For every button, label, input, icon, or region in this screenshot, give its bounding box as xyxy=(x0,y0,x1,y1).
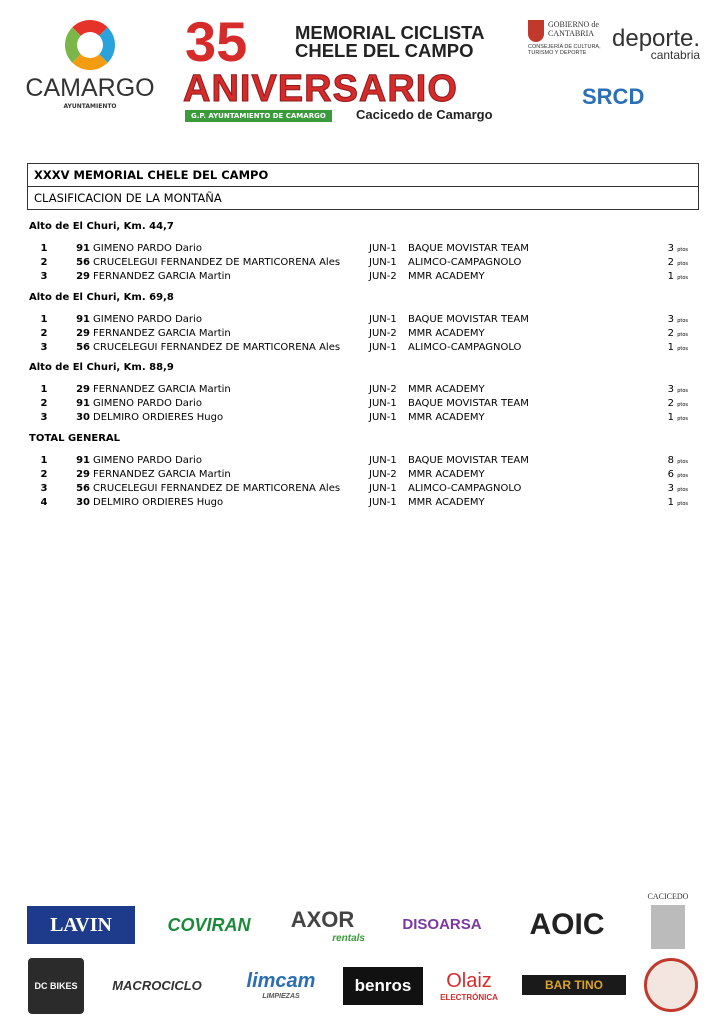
team: BAQUE MOVISTAR TEAM xyxy=(408,314,529,325)
team: MMR ACADEMY xyxy=(408,497,485,508)
points-unit: ptos xyxy=(677,275,688,281)
axor-sub: rentals xyxy=(332,932,365,944)
sponsor-bartino: BAR TINO xyxy=(522,975,626,995)
points xyxy=(640,454,688,469)
category: JUN-1 xyxy=(369,314,397,325)
result-row xyxy=(0,313,724,327)
category: JUN-2 xyxy=(369,271,397,282)
bib-number: 91 xyxy=(76,455,90,466)
team: MMR ACADEMY xyxy=(408,271,485,282)
sponsor-round-emblem-icon xyxy=(644,958,698,1012)
position: 4 xyxy=(40,497,48,508)
rider-name: FERNANDEZ GARCIA Martin xyxy=(93,469,231,480)
points-value: 6 xyxy=(667,469,674,480)
rider-name: FERNANDEZ GARCIA Martin xyxy=(93,384,231,395)
event-line1: MEMORIAL CICLISTA xyxy=(295,22,485,43)
category: JUN-2 xyxy=(369,384,397,395)
bib-number: 91 xyxy=(76,314,90,325)
limcam-sub: LIMPIEZAS xyxy=(262,993,300,1000)
event-number: 35 xyxy=(185,10,248,73)
cacicedo-name: CACICEDO xyxy=(647,892,689,901)
rider-name: GIMENO PARDO Dario xyxy=(93,243,202,254)
deporte-logo xyxy=(612,25,701,62)
bib-number: 91 xyxy=(76,243,90,254)
event-place: Cacicedo de Camargo xyxy=(356,107,493,122)
position: 2 xyxy=(40,328,48,339)
deporte-sub: cantabria xyxy=(650,48,701,62)
result-row xyxy=(0,383,724,397)
rider-name: GIMENO PARDO Dario xyxy=(93,398,202,409)
gobierno-logo xyxy=(528,20,608,56)
sponsor-disoarsa: DISOARSA xyxy=(402,915,482,933)
team: MMR ACADEMY xyxy=(408,469,485,480)
points-value: 3 xyxy=(667,243,674,254)
camargo-logo xyxy=(20,20,160,110)
points xyxy=(640,496,688,511)
rider-name: FERNANDEZ GARCIA Martin xyxy=(93,328,231,339)
result-row xyxy=(0,397,724,411)
points xyxy=(640,256,688,271)
camargo-sub: AYUNTAMIENTO xyxy=(63,103,117,110)
category: JUN-1 xyxy=(369,483,397,494)
sponsor-lavin: LAVIN xyxy=(27,906,135,944)
position: 3 xyxy=(40,271,48,282)
points-value: 3 xyxy=(667,384,674,395)
aniversario: ANIVERSARIO xyxy=(183,68,458,110)
points xyxy=(640,242,688,257)
sponsor-coviran: COVIRAN xyxy=(167,914,251,935)
sponsor-aoic: AOIC xyxy=(529,908,605,941)
bib-number: 56 xyxy=(76,257,90,268)
category: JUN-2 xyxy=(369,469,397,480)
team: BAQUE MOVISTAR TEAM xyxy=(408,243,529,254)
bib-number: 56 xyxy=(76,483,90,494)
position: 2 xyxy=(40,398,48,409)
category: JUN-1 xyxy=(369,398,397,409)
points-value: 3 xyxy=(667,314,674,325)
points xyxy=(640,482,688,497)
camargo-name: CAMARGO xyxy=(25,74,155,102)
rider-name: CRUCELEGUI FERNANDEZ DE MARTICORENA Ales xyxy=(93,342,341,353)
category: JUN-1 xyxy=(369,342,397,353)
srcd-logo: SRCD xyxy=(582,84,645,109)
points-unit: ptos xyxy=(677,487,688,493)
position: 3 xyxy=(40,342,48,353)
position: 1 xyxy=(40,455,48,466)
document-title: XXXV MEMORIAL CHELE DEL CAMPO xyxy=(27,163,699,187)
rider-name: DELMIRO ORDIERES Hugo xyxy=(93,412,224,423)
category: JUN-1 xyxy=(369,497,397,508)
points xyxy=(640,341,688,356)
result-row xyxy=(0,496,724,510)
section-heading: Alto de El Churi, Km. 69,8 xyxy=(29,292,174,303)
points-unit: ptos xyxy=(677,388,688,394)
olaiz-sub: ELECTRÓNICA xyxy=(440,993,498,1002)
rider-name: CRUCELEGUI FERNANDEZ DE MARTICORENA Ales xyxy=(93,257,341,268)
team: ALIMCO-CAMPAGNOLO xyxy=(408,483,522,494)
limcam-name: limcam xyxy=(246,970,316,992)
sponsor-macrociclo: MACROCICLO xyxy=(112,977,202,993)
cacicedo-emblem-icon xyxy=(651,905,685,949)
result-row xyxy=(0,242,724,256)
position: 1 xyxy=(40,243,48,254)
rider-name: CRUCELEGUI FERNANDEZ DE MARTICORENA Ales xyxy=(93,483,341,494)
sponsor-benros: benros xyxy=(343,967,423,1005)
section-heading: TOTAL GENERAL xyxy=(29,433,121,444)
event-line2: CHELE DEL CAMPO xyxy=(295,40,474,61)
result-row xyxy=(0,468,724,482)
points xyxy=(640,383,688,398)
result-row xyxy=(0,482,724,496)
points-unit: ptos xyxy=(677,247,688,253)
team: BAQUE MOVISTAR TEAM xyxy=(408,398,529,409)
deporte-main: deporte. xyxy=(612,25,701,52)
points-value: 1 xyxy=(667,271,674,282)
position: 3 xyxy=(40,483,48,494)
points-unit: ptos xyxy=(677,261,688,267)
olaiz-name: Olaiz xyxy=(446,970,492,992)
position: 3 xyxy=(40,412,48,423)
category: JUN-1 xyxy=(369,455,397,466)
position: 1 xyxy=(40,384,48,395)
bib-number: 29 xyxy=(76,469,90,480)
sponsor-axor xyxy=(280,905,365,945)
bib-number: 29 xyxy=(76,384,90,395)
section-heading: Alto de El Churi, Km. 88,9 xyxy=(29,362,174,373)
points-unit: ptos xyxy=(677,346,688,352)
points-value: 8 xyxy=(667,455,674,466)
bib-number: 29 xyxy=(76,271,90,282)
points-unit: ptos xyxy=(677,416,688,422)
result-row xyxy=(0,270,724,284)
sponsor-dcbikes: DC BIKES xyxy=(28,958,84,1014)
rider-name: DELMIRO ORDIERES Hugo xyxy=(93,497,224,508)
points-unit: ptos xyxy=(677,473,688,479)
category: JUN-1 xyxy=(369,257,397,268)
points xyxy=(640,327,688,342)
team: ALIMCO-CAMPAGNOLO xyxy=(408,257,522,268)
team: MMR ACADEMY xyxy=(408,412,485,423)
points xyxy=(640,270,688,285)
team: ALIMCO-CAMPAGNOLO xyxy=(408,342,522,353)
section-heading: Alto de El Churi, Km. 44,7 xyxy=(29,221,174,232)
gp-label: G.P. AYUNTAMIENTO DE CAMARGO xyxy=(185,110,332,122)
points-value: 3 xyxy=(667,483,674,494)
points-unit: ptos xyxy=(677,318,688,324)
document-subtitle: CLASIFICACION DE LA MONTAÑA xyxy=(27,186,699,210)
points xyxy=(640,313,688,328)
points xyxy=(640,411,688,426)
points-unit: ptos xyxy=(677,402,688,408)
bib-number: 29 xyxy=(76,328,90,339)
position: 2 xyxy=(40,257,48,268)
points xyxy=(640,397,688,412)
result-row xyxy=(0,411,724,425)
sponsor-cacicedo xyxy=(636,892,700,958)
bib-number: 30 xyxy=(76,412,90,423)
category: JUN-1 xyxy=(369,243,397,254)
category: JUN-1 xyxy=(369,412,397,423)
event-name xyxy=(295,24,484,60)
rider-name: FERNANDEZ GARCIA Martin xyxy=(93,271,231,282)
points-value: 1 xyxy=(667,412,674,423)
points-unit: ptos xyxy=(677,501,688,507)
points-value: 2 xyxy=(667,398,674,409)
points-value: 1 xyxy=(667,342,674,353)
result-row xyxy=(0,454,724,468)
bib-number: 30 xyxy=(76,497,90,508)
rider-name: GIMENO PARDO Dario xyxy=(93,314,202,325)
result-row xyxy=(0,341,724,355)
gobierno-name: GOBIERNO de CANTABRIA xyxy=(548,20,599,38)
result-row xyxy=(0,327,724,341)
position: 2 xyxy=(40,469,48,480)
team: MMR ACADEMY xyxy=(408,328,485,339)
bib-number: 56 xyxy=(76,342,90,353)
category: JUN-2 xyxy=(369,328,397,339)
points xyxy=(640,468,688,483)
sponsor-limcam xyxy=(238,965,324,1005)
points-value: 2 xyxy=(667,328,674,339)
shield-icon xyxy=(528,20,544,42)
camargo-mark-icon xyxy=(65,20,115,70)
gobierno-dept: CONSEJERÍA DE CULTURA, TURISMO Y DEPORTE xyxy=(528,44,601,56)
points-value: 2 xyxy=(667,257,674,268)
points-unit: ptos xyxy=(677,332,688,338)
axor-name: AXOR xyxy=(290,906,355,932)
result-row xyxy=(0,256,724,270)
position: 1 xyxy=(40,314,48,325)
sponsor-olaiz xyxy=(436,963,502,1009)
team: MMR ACADEMY xyxy=(408,384,485,395)
points-value: 1 xyxy=(667,497,674,508)
points-unit: ptos xyxy=(677,459,688,465)
bib-number: 91 xyxy=(76,398,90,409)
team: BAQUE MOVISTAR TEAM xyxy=(408,455,529,466)
rider-name: GIMENO PARDO Dario xyxy=(93,455,202,466)
